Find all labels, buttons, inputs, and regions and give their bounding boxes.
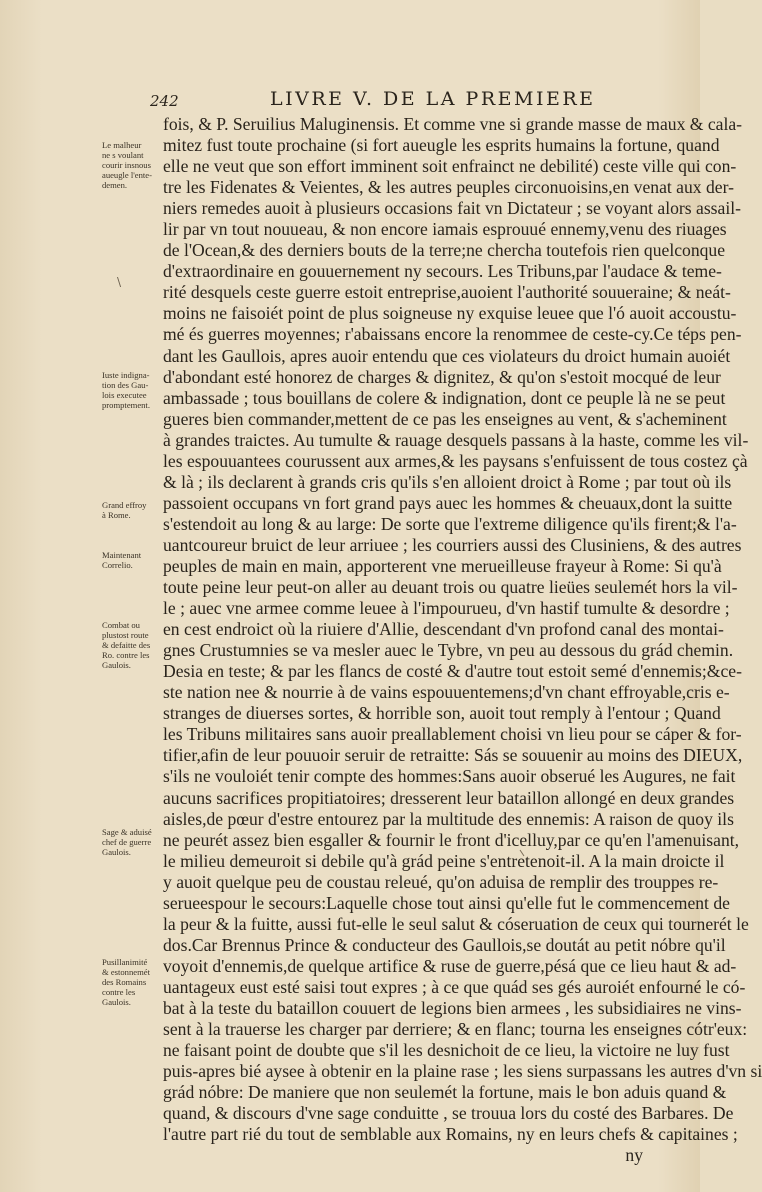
margin-note-line: Iuste indigna- bbox=[102, 370, 150, 380]
text-line: ste nation nee & nourrie à de vains espouuentemens;d'vn chant effroyable,cris e- bbox=[163, 682, 730, 703]
margin-note-line: Pusillanimité bbox=[102, 957, 148, 967]
text-line: mé és guerres moyennes; r'abaissans encore la renommee de ceste-cy.Ce téps pen- bbox=[163, 324, 742, 345]
text-line: l'autre part rié du tout de semblable aux Romains, ny en leurs chefs & capitaines ; bbox=[163, 1124, 738, 1145]
margin-note-line: plustost route bbox=[102, 630, 149, 640]
text-line: d'extraordinaire en gouuernement ny secours. Les Tribuns,par l'audace & teme- bbox=[163, 261, 722, 282]
margin-note-line: demen. bbox=[102, 180, 128, 190]
margin-note bbox=[102, 957, 162, 1007]
margin-note-line: Correlio. bbox=[102, 560, 133, 570]
text-line: aisles,de pœur d'estre entourez par la multitude des ennemis: A raison de quoy ils bbox=[163, 808, 734, 829]
margin-note bbox=[102, 140, 162, 190]
page-header bbox=[150, 88, 650, 114]
text-line: uantageux eust esté saisi tout expres ; à ce que quád ses gés auroiét enfourné le có- bbox=[163, 976, 746, 997]
text-line: à grandes traictes. Au tumulte & rauage desquels passans à la haste, comme les vil- bbox=[163, 429, 749, 450]
margin-note-line: Gaulois. bbox=[102, 660, 131, 670]
body-text bbox=[163, 114, 762, 1166]
text-line: mitez fust toute prochaine (si fort aueugle les esprits humains la fortune, quand bbox=[163, 135, 720, 156]
text-line: ne faisant point de doubte que s'il les desnichoit de ce lieu, la victoire ne luy fust bbox=[163, 1040, 730, 1061]
margin-note-line: tion des Gau- bbox=[102, 380, 149, 390]
text-line: gueres bien commander,mettent de ce pas les enseignes au vent, & s'acheminent bbox=[163, 408, 727, 429]
text-line: grád nóbre: De maniere que non seulemét la fortune, mais le bon aduis quand & bbox=[163, 1082, 727, 1103]
margin-note-line: promptement. bbox=[102, 400, 150, 410]
text-line: ambassade ; tous bouillans de colere & indignation, dont ce peuple là ne se peut bbox=[163, 387, 726, 408]
margin-note bbox=[102, 827, 162, 857]
margin-note bbox=[102, 550, 162, 570]
text-line: dant les Gaullois, apres auoir entendu que ces violateurs du droict humain auoiét bbox=[163, 345, 731, 366]
text-line: tifier,afin de leur pouuoir seruir de retraitte: Sás se souuenir au moins des DIEUX, bbox=[163, 745, 743, 766]
text-line: moins ne faisoiét point de plus soigneuse ny exquise leuee que l'ó auoit accoustu- bbox=[163, 303, 737, 324]
page-number: 242 bbox=[150, 92, 179, 110]
text-line: le ; auec vne armee comme leuee à l'impourueu, d'vn hastif tumulte & desordre ; bbox=[163, 598, 730, 619]
margin-note bbox=[102, 370, 162, 410]
text-line: niers remedes auoit à plusieurs occasions fait vn Dictateur ; se voyant alors assail- bbox=[163, 198, 741, 219]
text-line: stranges de diuerses sortes, & horrible son, auoit tout remply à l'entour ; Quand bbox=[163, 703, 721, 724]
text-line: fois, & P. Seruilius Maluginensis. Et comme vne si grande masse de maux & cala- bbox=[163, 114, 743, 134]
margin-note-line: & defaitte des bbox=[102, 640, 151, 650]
text-line: uantcoureur bruict de leur arriuee ; les courriers aussi des Clusiniens, & des autres bbox=[163, 534, 742, 555]
text-line: s'estendoit au long & au large: De sorte que l'extreme diligence qu'ils firent;& l'a- bbox=[163, 513, 737, 534]
text-line: elle ne veut que son effort imminent soit enfrainct ne debilité) ceste ville qui con- bbox=[163, 156, 737, 177]
text-line: d'abondant esté honorez de charges & dignitez, & qu'on s'estoit mocqué de leur bbox=[163, 366, 721, 387]
margin-note-line: ne s voulant bbox=[102, 150, 144, 160]
text-line: en cest endroict où la riuiere d'Allie, descendant d'vn profond canal des montai- bbox=[163, 619, 724, 640]
text-line: bat à la teste du bataillon couuert de legions bien armees , les subsidiaires ne vins- bbox=[163, 997, 742, 1018]
text-line: le milieu demeuroit si debile qu'à grád peine s'entretenoit-il. A la main droicte il bbox=[163, 850, 725, 871]
margin-note-line: Le malheur bbox=[102, 140, 142, 150]
text-line: passoient occupans vn fort grand pays auec les hommes & cheuaux,dont la suitte bbox=[163, 492, 733, 513]
margin-note-line: lois executee bbox=[102, 390, 147, 400]
text-line: voyoit d'ennemis,de quelque artifice & ruse de guerre,pésá que ce lieu haut & ad- bbox=[163, 955, 737, 976]
text-line: gnes Crustumnies se va mesler auec le Tybre, vn peu au dessous du grád chemin. bbox=[163, 640, 734, 661]
text-line: dos.Car Brennus Prince & conducteur des Gaullois,se doutát au petit nóbre qu'il bbox=[163, 934, 726, 955]
margin-note-line: Gaulois. bbox=[102, 997, 131, 1007]
margin-note-line: & estonnemét bbox=[102, 967, 150, 977]
text-line: de l'Ocean,& des derniers bouts de la terre;ne chercha toutefois rien quelconque bbox=[163, 240, 726, 261]
text-line: s'ils ne vouloiét tenir compte des hommes:Sans auoir obserué les Augures, ne fait bbox=[163, 766, 736, 787]
text-line: lir par vn tout nouueau, & non encore iamais esprouué ennemy,venu des riuages bbox=[163, 219, 727, 240]
margin-note-line: Gaulois. bbox=[102, 847, 131, 857]
ink-mark: \ bbox=[117, 275, 122, 289]
margin-note-line: Grand effroy bbox=[102, 500, 147, 510]
text-line: Desia en teste; & par les flancs de costé & d'autre tout estoit semé d'ennemis;&ce- bbox=[163, 661, 742, 682]
text-line: quand, & discours d'vne sage conduitte , se trouua lors du costé des Barbares. De bbox=[163, 1103, 734, 1124]
text-line: ne peurét assez bien esgaller & fournir le front d'icelluy,par ce qu'en l'amenuisant, bbox=[163, 829, 740, 850]
text-line: toute peine leur peut-on aller au deuant trois ou quatre lieües seulemét hors la vil- bbox=[163, 577, 738, 598]
text-line: serueespour le secours:Laquelle chose tout ainsi qu'elle fut le commencement de bbox=[163, 892, 730, 913]
text-line: les Tribuns militaires sans auoir preallablement choisi vn lieu pour se cáper & for- bbox=[163, 724, 742, 745]
text-line: ny bbox=[625, 1145, 643, 1166]
margin-note-line: aueugle l'ente- bbox=[102, 170, 152, 180]
text-line: y auoit quelque peu de coustau releué, qu'on aduisa de remplir des trouppes re- bbox=[163, 871, 719, 892]
margin-note-line: Maintenant bbox=[102, 550, 142, 560]
text-line: rité desquels ceste guerre estoit entreprise,auoient l'authorité souueraine; & neát- bbox=[163, 282, 731, 303]
margin-note-line: chef de guerre bbox=[102, 837, 152, 847]
text-line: & là ; ils declarent à grands cris qu'ils s'en alloient droict à Rome ; par tout où ils bbox=[163, 471, 732, 492]
margin-note-line: Sage & aduisé bbox=[102, 827, 152, 837]
margin-note-line: à Rome. bbox=[102, 510, 131, 520]
text-line: peuples de main en main, apporterent vne merueilleuse frayeur à Rome: Si qu'à bbox=[163, 555, 722, 576]
margin-note-line: des Romains bbox=[102, 977, 147, 987]
text-line: aucuns sacrifices propitiatoires; dresserent leur bataillon allongé en deux grandes bbox=[163, 787, 735, 808]
margin-note-line: Combat ou bbox=[102, 620, 140, 630]
margin-note bbox=[102, 620, 162, 670]
running-head: LIVRE V. DE LA PREMIERE bbox=[270, 88, 596, 110]
text-line: puis-apres bié aysee à obtenir en la plaine rase ; les siens surpassans les autres d'vn si bbox=[163, 1061, 762, 1082]
margin-note-line: contre les bbox=[102, 987, 136, 997]
margin-note bbox=[102, 500, 162, 520]
text-line: tre les Fidenates & Veientes, & les autres peuples circonuoisins,en venat aux der- bbox=[163, 177, 734, 198]
text-line: les espouuantees courussent aux armes,& les paysans s'enfuissent de tous costez çà bbox=[163, 450, 748, 471]
text-line: sent à la trauerse les charger par derriere; & en flanc; tourna les enseignes cótr'eux: bbox=[163, 1019, 748, 1040]
margin-note-line: Ro. contre les bbox=[102, 650, 150, 660]
text-line: la peur & la fuitte, aussi fut-elle le seul salut & cóseruation de ceux qui tournerét le bbox=[163, 913, 749, 934]
margin-note-line: courir insnous bbox=[102, 160, 151, 170]
